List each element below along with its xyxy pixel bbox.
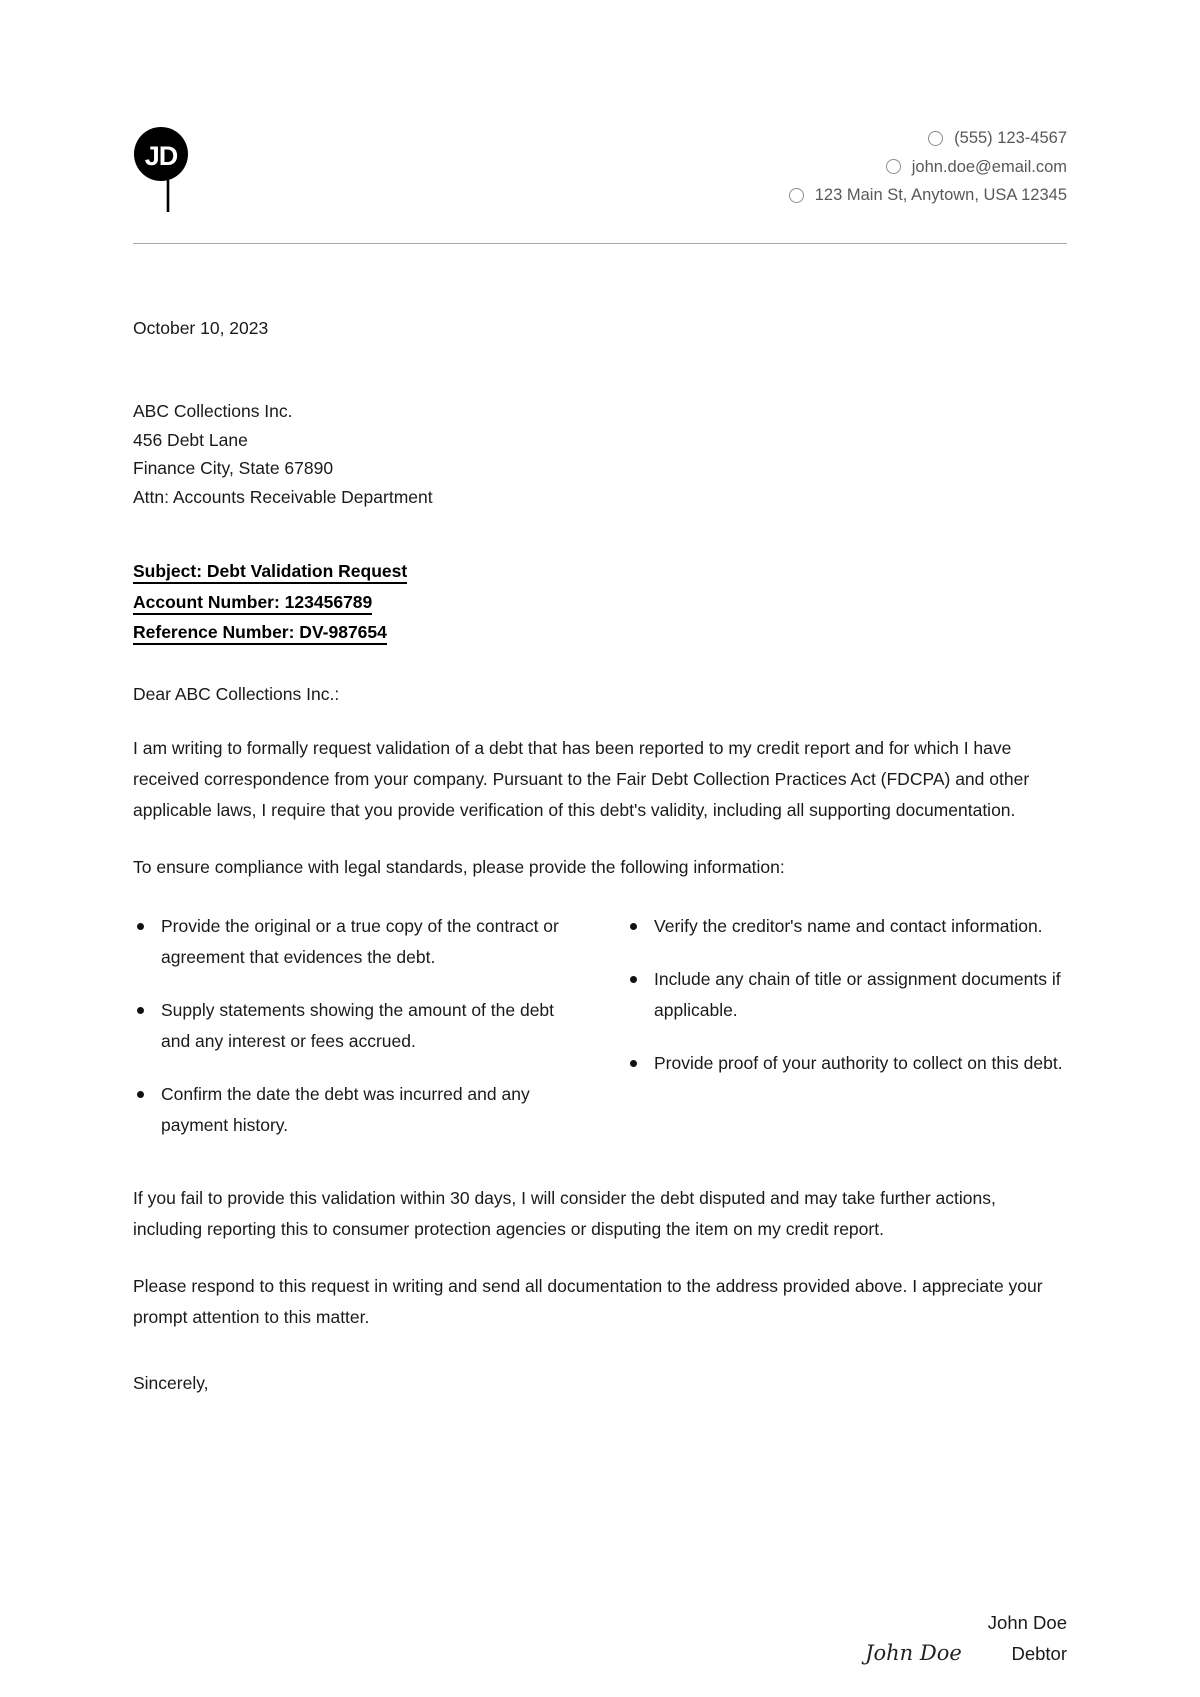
account-number-line (133, 587, 1067, 618)
location-icon (789, 188, 804, 203)
recipient-block (133, 397, 1067, 511)
list-item-label: Supply statements showing the amount of the debt and any interest or fees accrued. (161, 999, 555, 1051)
signature-area (133, 1487, 1067, 1697)
list-item (133, 1079, 574, 1141)
list-item (626, 964, 1067, 1026)
list-item (626, 911, 1067, 942)
bullet-icon (137, 1091, 144, 1098)
body-paragraph-3: If you fail to provide this validation within 30 days, I will consider the debt disputed and may take further actions, including reporting this to consumer protection agencies or disputing the item on my credit report. (133, 1187, 996, 1239)
reference-number-text: Reference Number: DV-987654 (133, 622, 387, 645)
body-paragraph-2: To ensure compliance with legal standards, please provide the following information: (133, 856, 785, 877)
letter-date: October 10, 2023 (133, 318, 269, 338)
header-divider (133, 243, 1067, 244)
svg-text:JD: JD (144, 141, 178, 171)
list-item-label: Confirm the date the debt was incurred and any payment history. (161, 1083, 530, 1135)
signoff: Sincerely, (133, 1372, 209, 1393)
list-item (626, 1048, 1067, 1079)
bullet-icon (137, 1007, 144, 1014)
recipient-line-street: 456 Debt Lane (133, 429, 248, 450)
contact-phone-text: (555) 123-4567 (954, 129, 1067, 147)
contact-row-address (789, 185, 1067, 206)
bullet-icon (630, 976, 637, 983)
jd-monogram-logo-icon (133, 120, 189, 176)
subject-block (133, 556, 1067, 648)
salutation: Dear ABC Collections Inc.: (133, 683, 340, 704)
list-item-label: Verify the creditor's name and contact information. (654, 915, 1043, 936)
request-list (133, 911, 1067, 1141)
list-item (133, 995, 574, 1057)
contact-list (789, 120, 1067, 206)
recipient-line-city: Finance City, State 67890 (133, 458, 334, 478)
letterhead (133, 0, 1067, 215)
bullet-icon (630, 1060, 637, 1067)
logo-wrap (133, 120, 195, 215)
bullet-icon (137, 923, 144, 930)
list-item-label: Provide the original or a true copy of the contract or agreement that evidences the debt. (161, 915, 559, 967)
handwritten-signature: John Doe (865, 1641, 962, 1665)
email-icon (886, 159, 901, 174)
recipient-line-attn: Attn: Accounts Receivable Department (133, 486, 433, 507)
body-paragraph-4: Please respond to this request in writing and send all documentation to the address provided above. I appreciate your prompt attention to this matter. (133, 1275, 1043, 1327)
closing-block (133, 1183, 1067, 1333)
bullet-icon (630, 923, 637, 930)
signer-title: Debtor (1011, 1643, 1067, 1664)
list-item (133, 911, 574, 973)
signer-name: John Doe (987, 1612, 1067, 1633)
request-list-left-column (133, 911, 574, 1141)
reference-number-line (133, 617, 1067, 648)
subject-line (133, 556, 1067, 587)
signature-row (865, 1607, 1067, 1669)
contact-address-text: 123 Main St, Anytown, USA 12345 (814, 186, 1067, 205)
contact-row-phone (928, 128, 1067, 149)
phone-icon (928, 131, 943, 146)
request-list-right-column (626, 911, 1067, 1141)
contact-email-text: john.doe@email.com (911, 157, 1067, 176)
list-item-label: Provide proof of your authority to collect on this debt. (654, 1052, 1063, 1073)
subject-text: Subject: Debt Validation Request (133, 561, 407, 584)
signer-name-block (988, 1607, 1067, 1669)
list-item-label: Include any chain of title or assignment documents if applicable. (654, 968, 1061, 1020)
body-paragraph-1: I am writing to formally request validation of a debt that has been reported to my credit report and for which I have received correspondence from your company. Pursuant to the Fair Debt Collection Practices Act (FDCPA) and other applicable laws, I require that you provide verification of this debt's validity, including all supporting documentation. (133, 737, 1030, 820)
recipient-line-company: ABC Collections Inc. (133, 401, 293, 421)
contact-row-email (886, 157, 1067, 178)
account-number-text: Account Number: 123456789 (133, 592, 372, 615)
